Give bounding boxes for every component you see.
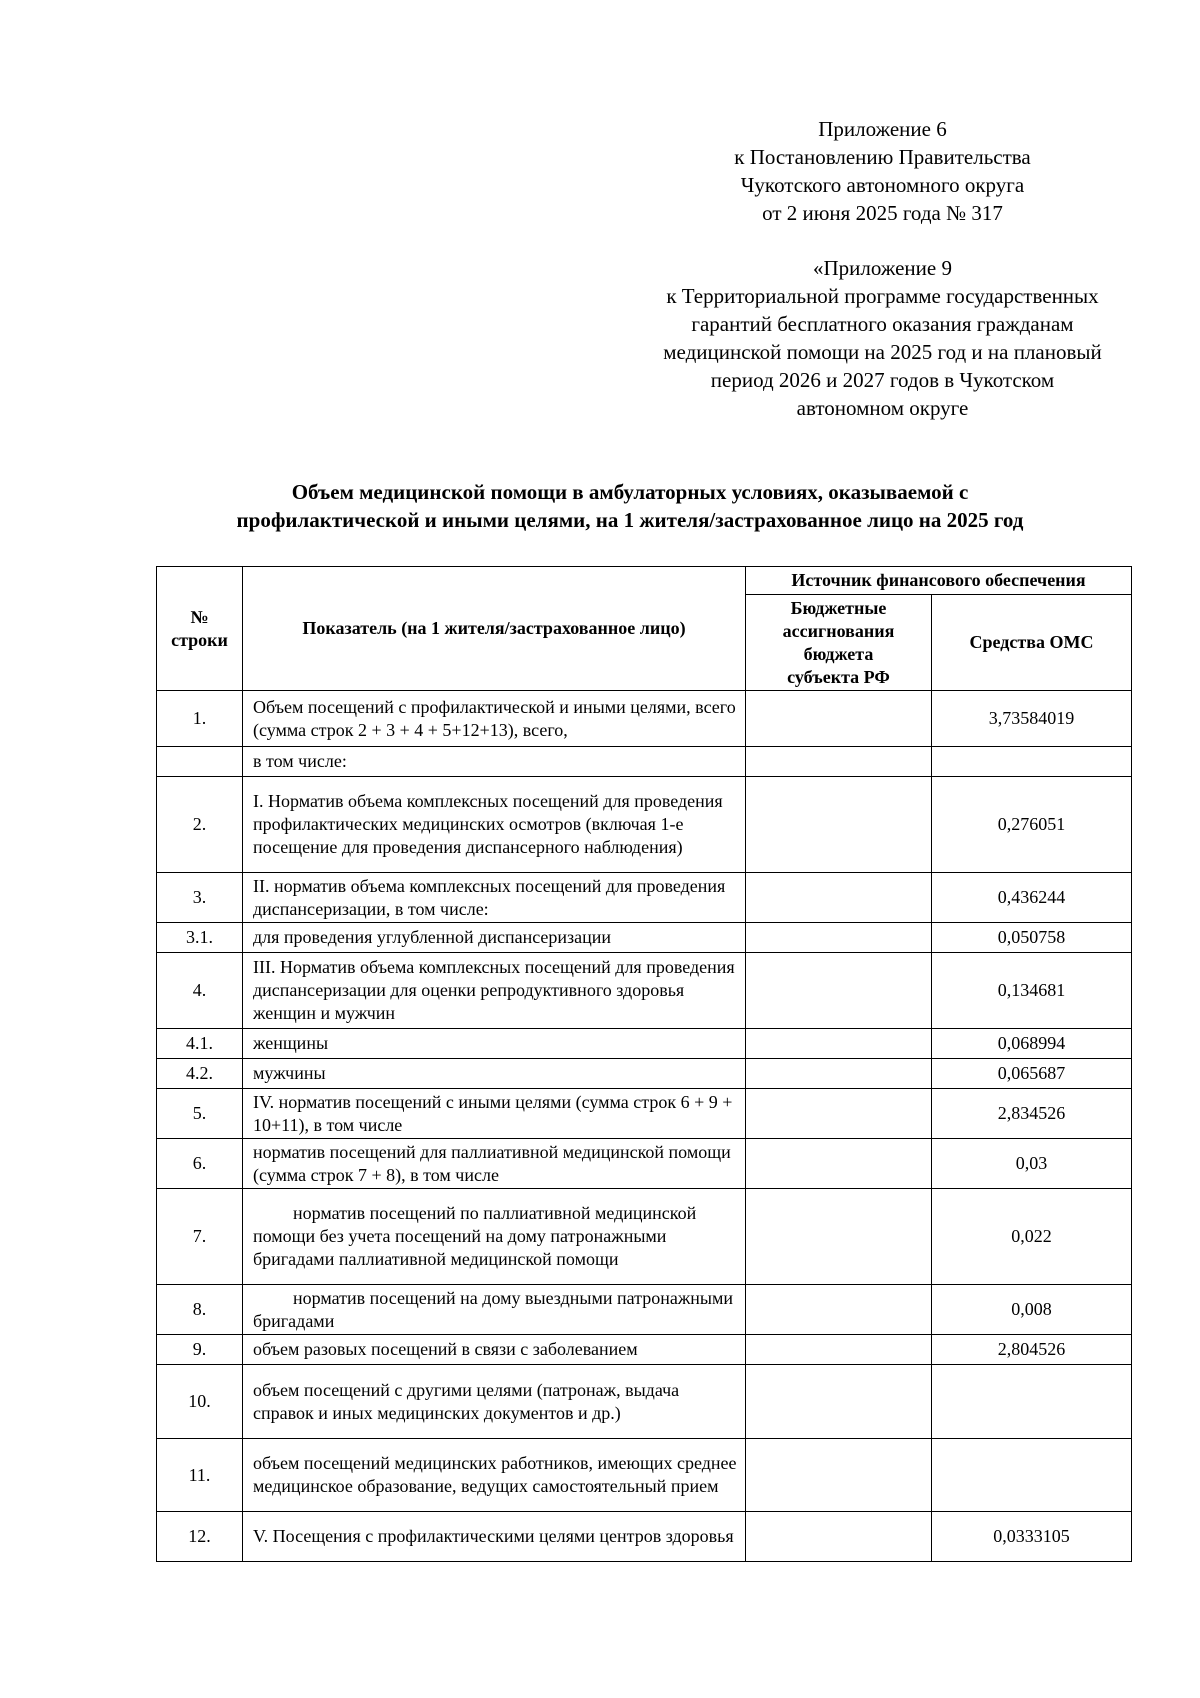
table-row (157, 1512, 1132, 1562)
row-indicator: для проведения углубленной диспансеризации (243, 923, 746, 953)
row-number: 8. (157, 1285, 243, 1335)
row-budget (746, 1285, 932, 1335)
row-number: 12. (157, 1512, 243, 1562)
header-funding-source: Источник финансового обеспечения (746, 567, 1132, 595)
row-budget (746, 691, 932, 747)
table-row (157, 1089, 1132, 1139)
table-row (157, 923, 1132, 953)
row-number: 4.2. (157, 1059, 243, 1089)
appendix-9-line: «Приложение 9 (813, 256, 952, 280)
row-budget (746, 1139, 932, 1189)
document-title (130, 478, 1130, 534)
row-oms-value: 0,050758 (932, 923, 1132, 953)
table-row (157, 1189, 1132, 1285)
row-oms-value: 0,008 (932, 1285, 1132, 1335)
row-budget (746, 1439, 932, 1512)
table-body (157, 691, 1132, 1562)
row-number: 3.1. (157, 923, 243, 953)
row-oms-value: 3,73584019 (932, 691, 1132, 747)
header-indicator: Показатель (на 1 жителя/застрахованное лицо) (243, 567, 746, 691)
table-row (157, 953, 1132, 1029)
row-budget (746, 1089, 932, 1139)
appendix-9-line: период 2026 и 2027 годов в Чукотском (710, 368, 1055, 392)
row-number: 6. (157, 1139, 243, 1189)
row-indicator: II. норматив объема комплексных посещений для проведения диспансеризации, в том числе: (243, 873, 746, 923)
table-row (157, 873, 1132, 923)
appendix-9-line: к Территориальной программе государственных (666, 284, 1099, 308)
row-number: 5. (157, 1089, 243, 1139)
appendix-6-header (690, 115, 1075, 227)
header-budget: Бюджетные ассигнования бюджета субъекта РФ (746, 595, 932, 691)
row-number: 1. (157, 691, 243, 747)
row-budget (746, 1189, 932, 1285)
table-row (157, 1365, 1132, 1439)
row-number: 11. (157, 1439, 243, 1512)
row-oms-value: 2,834526 (932, 1089, 1132, 1139)
row-indicator: III. Норматив объема комплексных посещений для проведения диспансеризации для оценки репродуктивного здоровья женщин и мужчин (243, 953, 746, 1029)
appendix-6-line: от 2 июня 2025 года № 317 (762, 201, 1003, 225)
row-oms-value: 0,134681 (932, 953, 1132, 1029)
appendix-9-line: автономном округе (796, 396, 969, 420)
table-row (157, 1139, 1132, 1189)
appendix-6-line: Приложение 6 (818, 117, 947, 141)
appendix-9-line: гарантий бесплатного оказания гражданам (691, 312, 1074, 336)
row-oms-value (932, 1365, 1132, 1439)
row-oms-value: 0,03 (932, 1139, 1132, 1189)
row-number: 2. (157, 777, 243, 873)
document-title-line: Объем медицинской помощи в амбулаторных условиях, оказываемой с (291, 480, 969, 504)
row-oms-value (932, 1439, 1132, 1512)
row-budget (746, 1365, 932, 1439)
row-indicator: объем посещений с другими целями (патронаж, выдача справок и иных медицинских документов и др.) (243, 1365, 746, 1439)
row-budget (746, 953, 932, 1029)
header-oms: Средства ОМС (932, 595, 1132, 691)
table-row (157, 747, 1132, 777)
row-indicator: в том числе: (243, 747, 746, 777)
row-number: 4.1. (157, 1029, 243, 1059)
table-row (157, 1335, 1132, 1365)
row-budget (746, 873, 932, 923)
appendix-6-line: к Постановлению Правительства (734, 145, 1031, 169)
table-row (157, 1059, 1132, 1089)
row-number: 9. (157, 1335, 243, 1365)
row-indicator: V. Посещения с профилактическими целями центров здоровья (243, 1512, 746, 1562)
row-budget (746, 1059, 932, 1089)
volume-table (156, 566, 1132, 1562)
row-indicator: объем разовых посещений в связи с заболеванием (243, 1335, 746, 1365)
row-indicator: объем посещений медицинских работников, имеющих среднее медицинское образование, ведущих самостоятельный прием (243, 1439, 746, 1512)
row-budget (746, 1335, 932, 1365)
row-oms-value: 0,022 (932, 1189, 1132, 1285)
table-row (157, 1285, 1132, 1335)
row-budget (746, 1512, 932, 1562)
row-budget (746, 1029, 932, 1059)
row-oms-value: 0,0333105 (932, 1512, 1132, 1562)
row-oms-value: 0,276051 (932, 777, 1132, 873)
row-number: 3. (157, 873, 243, 923)
row-indicator: женщины (243, 1029, 746, 1059)
row-number: 7. (157, 1189, 243, 1285)
row-budget (746, 747, 932, 777)
row-indicator: Объем посещений с профилактической и иными целями, всего (сумма строк 2 + 3 + 4 + 5+12+13), всего, (243, 691, 746, 747)
document-title-line: профилактической и иными целями, на 1 жителя/застрахованное лицо на 2025 год (236, 508, 1024, 532)
row-indicator: I. Норматив объема комплексных посещений для проведения профилактических медицинских осмотров (включая 1-е посещение для проведения диспансерного наблюдения) (243, 777, 746, 873)
table-row (157, 777, 1132, 873)
row-indicator: норматив посещений на дому выездными патронажными бригадами (243, 1285, 746, 1335)
appendix-9-line: медицинской помощи на 2025 год и на плановый (663, 340, 1102, 364)
row-indicator: IV. норматив посещений с иными целями (сумма строк 6 + 9 + 10+11), в том числе (243, 1089, 746, 1139)
row-oms-value: 0,436244 (932, 873, 1132, 923)
table-row (157, 1029, 1132, 1059)
appendix-9-header (605, 254, 1160, 422)
header-row-number: № строки (157, 567, 243, 691)
row-oms-value: 0,065687 (932, 1059, 1132, 1089)
row-budget (746, 923, 932, 953)
row-indicator: норматив посещений для паллиативной медицинской помощи (сумма строк 7 + 8), в том числе (243, 1139, 746, 1189)
appendix-6-line: Чукотского автономного округа (740, 173, 1025, 197)
row-indicator: норматив посещений по паллиативной медицинской помощи без учета посещений на дому патронажными бригадами паллиативной медицинской помощи (243, 1189, 746, 1285)
table-row (157, 1439, 1132, 1512)
row-oms-value: 0,068994 (932, 1029, 1132, 1059)
row-number: 10. (157, 1365, 243, 1439)
row-number: 4. (157, 953, 243, 1029)
row-number (157, 747, 243, 777)
row-oms-value: 2,804526 (932, 1335, 1132, 1365)
table-row (157, 691, 1132, 747)
row-indicator: мужчины (243, 1059, 746, 1089)
row-budget (746, 777, 932, 873)
row-oms-value (932, 747, 1132, 777)
